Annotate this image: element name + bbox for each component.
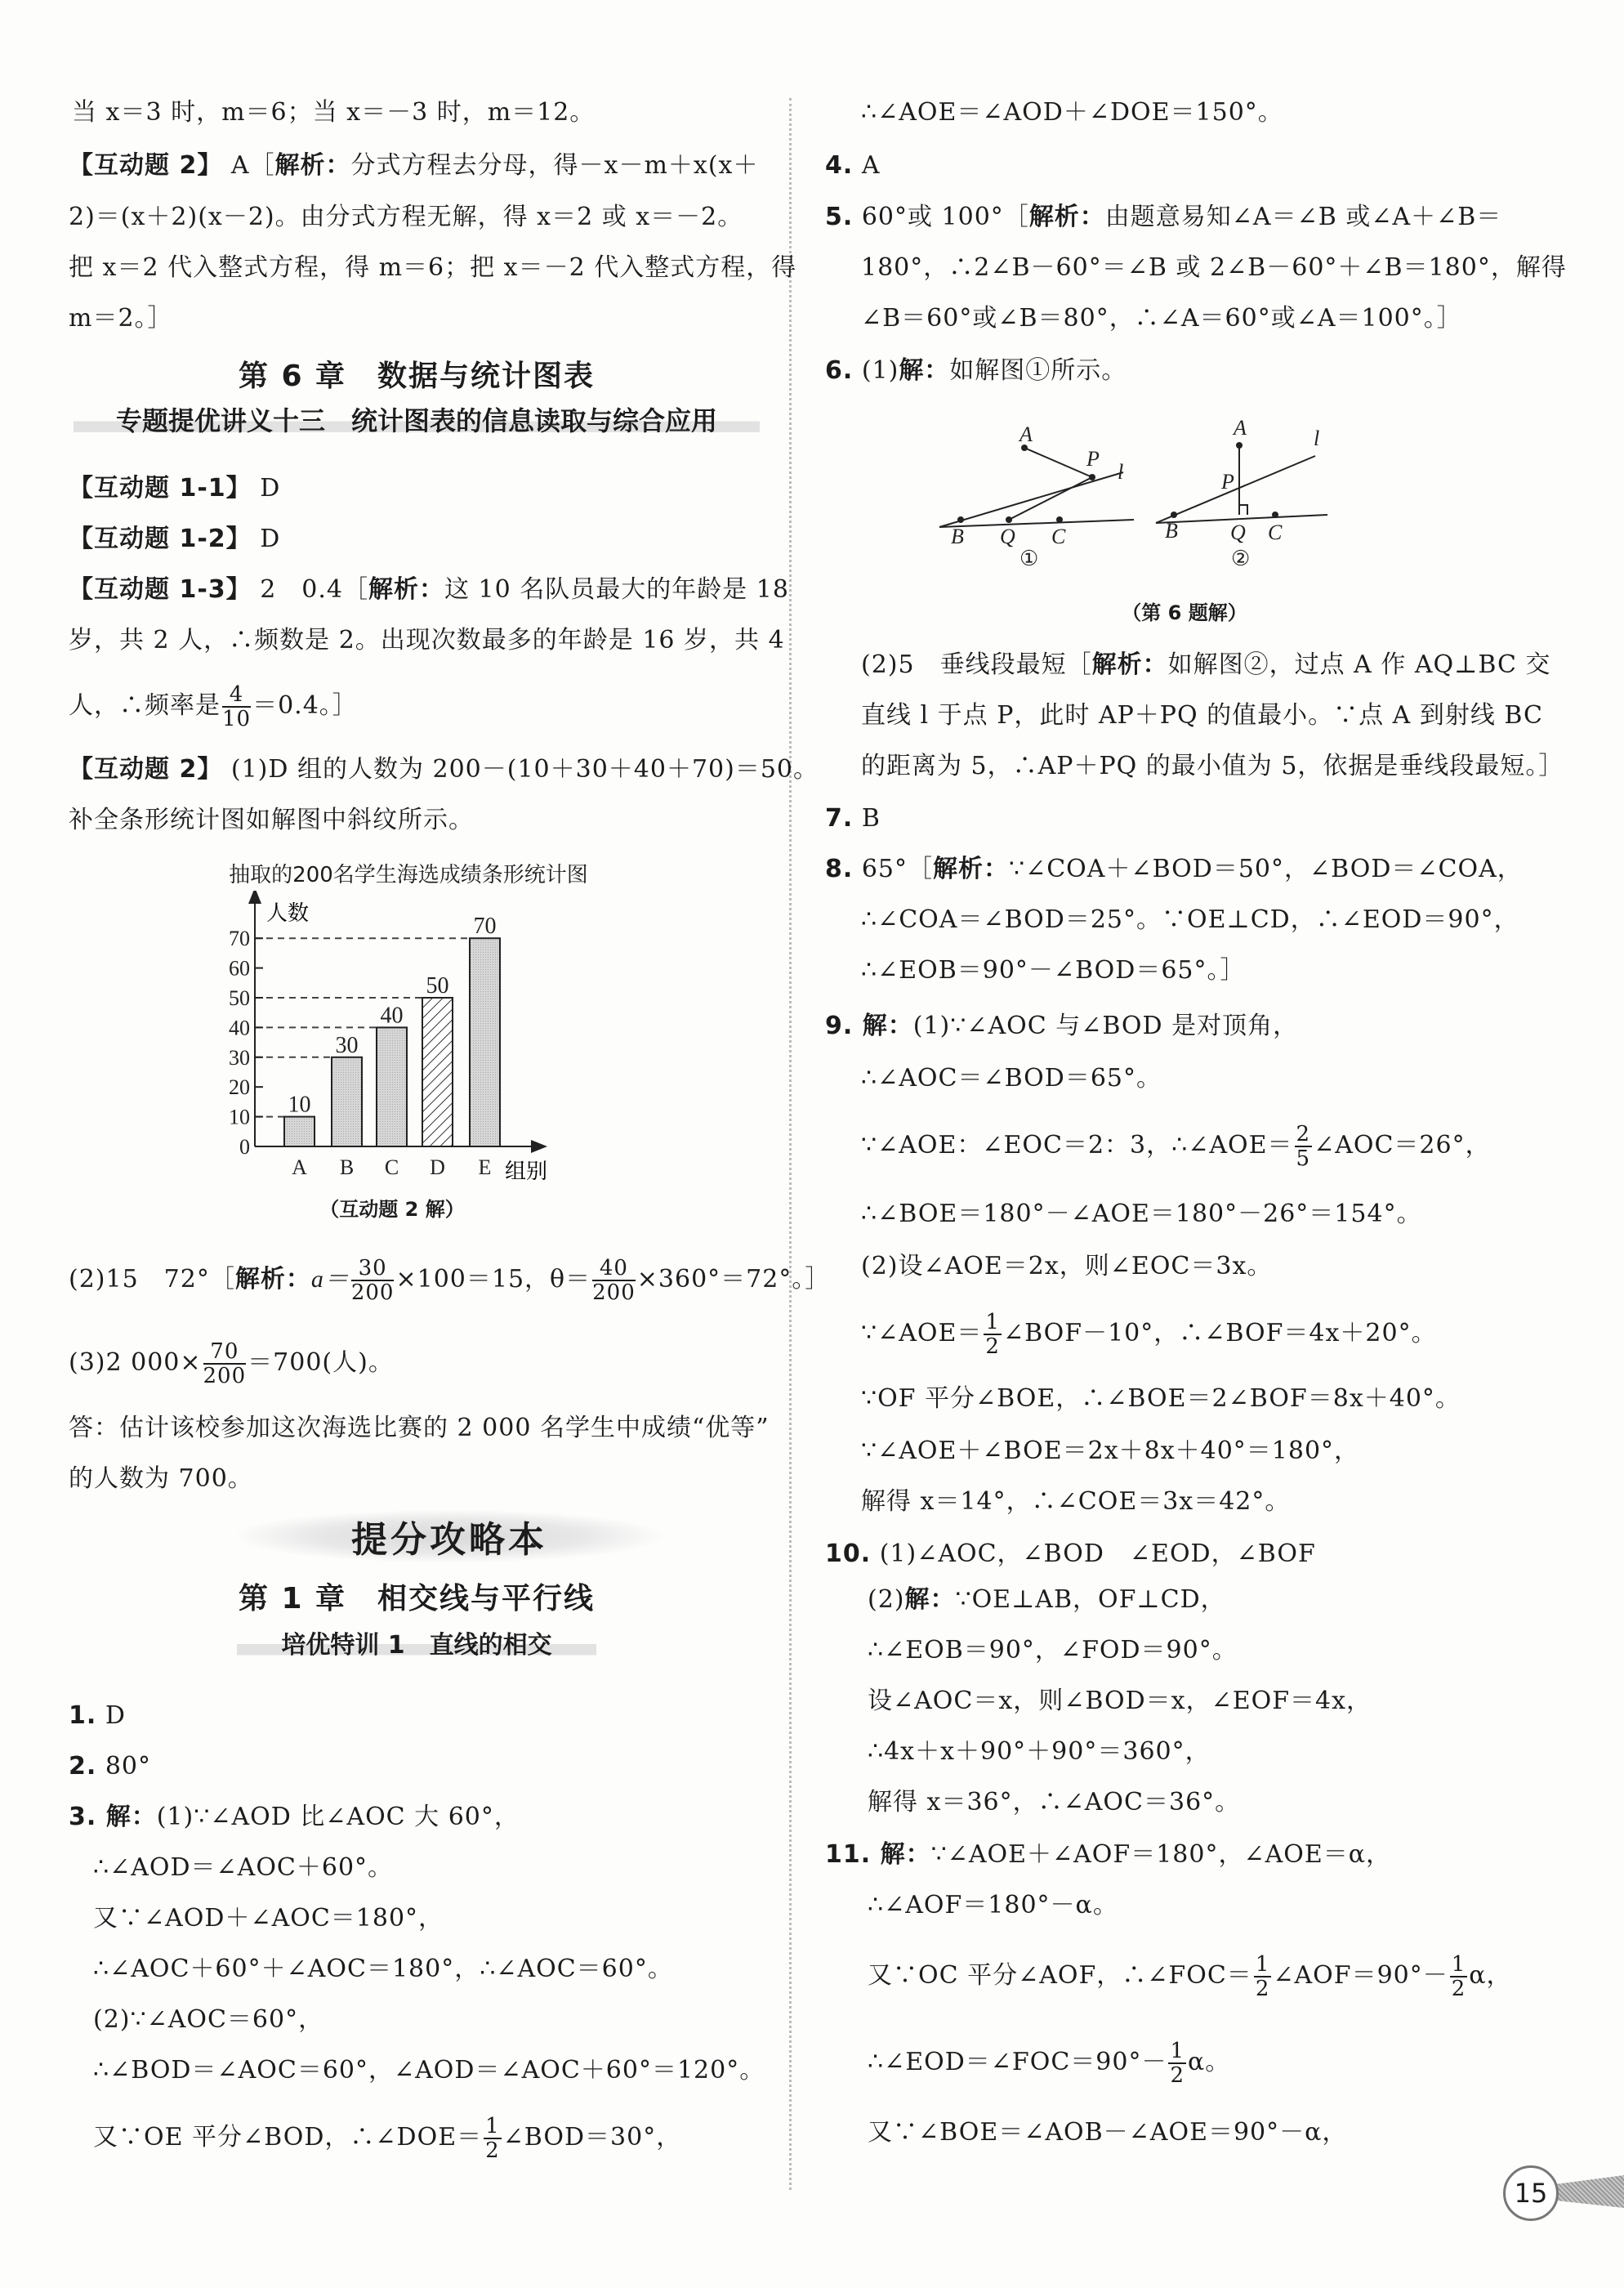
text-line-with-fraction: 又∵OE 平分∠BOD，∴∠DOE＝ $\frac{1}{2}$ ∠BOD＝30°， xyxy=(93,2114,682,2163)
svg-text:60: 60 xyxy=(229,956,250,981)
answer-4: 4. A xyxy=(825,151,881,180)
text-line: ∴∠BOE＝180°－∠AOE＝180°－26°＝154°。 xyxy=(861,1200,1422,1228)
text-line: 补全条形统计图如解图中斜纹所示。 xyxy=(69,806,474,834)
point-Q-label: Q xyxy=(1230,521,1246,544)
point-B-label: B xyxy=(1165,519,1178,543)
figure-label-1: ① xyxy=(1019,547,1039,570)
text-line: m＝2。］ xyxy=(69,304,173,333)
svg-text:A: A xyxy=(292,1155,307,1179)
fraction: $\frac{40}{200}$ xyxy=(592,1256,636,1305)
answer-5: 5. 60°或 100°［解析：由题意易知∠A＝∠B 或∠A＋∠B＝ xyxy=(825,203,1502,231)
fraction: $\frac{2}{5}$ xyxy=(1296,1122,1311,1171)
text-line-with-fraction: 又∵OC 平分∠AOF，∴∠FOC＝ $\frac{1}{2}$ ∠AOF＝90°－ $\frac{1}{2}$ α， xyxy=(868,1952,1512,2001)
answer-8: 8. 65°［解析：∵∠COA＋∠BOD＝50°，∠BOD＝∠COA， xyxy=(825,855,1523,883)
section-title-13: 专题提优讲义十三 统计图表的信息读取与综合应用 xyxy=(74,400,760,438)
text-line: ∴∠AOC＋60°＋∠AOC＝180°，∴∠AOC＝60°。 xyxy=(93,1955,673,1983)
fraction: $\frac{1}{2}$ xyxy=(1170,2039,1185,2088)
point-P-label: P xyxy=(1086,447,1100,471)
training-1-title: 培优特训 1 直线的相交 xyxy=(237,1624,596,1660)
text-line: 2)＝(x＋2)(x－2)。由分式方程无解，得 x＝2 或 x＝－2。 xyxy=(69,203,743,231)
chapter-6-title: 第 6 章 数据与统计图表 xyxy=(238,360,596,393)
text-line: ∴∠COA＝∠BOD＝25°。∵OE⊥CD，∴∠EOD＝90°， xyxy=(861,905,1519,934)
question-2-part-1: 【互动题 2】 (1)D 组的人数为 200－(10＋30＋40＋70)＝50。 xyxy=(69,755,819,784)
svg-text:40: 40 xyxy=(380,1003,404,1029)
question-1-1: 【互动题 1-1】 D xyxy=(69,474,281,503)
bar-C xyxy=(377,1027,407,1146)
point-Q-label: Q xyxy=(1000,525,1015,548)
svg-text:B: B xyxy=(339,1155,355,1179)
text-line: ∴∠EOB＝90°－∠BOD＝65°。］ xyxy=(861,956,1246,985)
text-line: 解得 x＝36°，∴∠AOC＝36°。 xyxy=(868,1788,1241,1817)
chapter-1-title: 第 1 章 相交线与平行线 xyxy=(238,1582,596,1615)
text-line: ∴∠AOC＝∠BOD＝65°。 xyxy=(861,1064,1162,1093)
text-line: ∠B＝60°或∠B＝80°，∴∠A＝60°或∠A＝100°。］ xyxy=(861,304,1462,333)
bar-B xyxy=(332,1057,362,1146)
point-P-label: P xyxy=(1221,470,1234,494)
bar-D xyxy=(422,998,453,1146)
text-line: 当 x＝3 时，m＝6；当 x＝－3 时，m＝12。 xyxy=(72,98,596,127)
fraction: $\frac{1}{2}$ xyxy=(985,1310,1000,1359)
answer-11: 11. 解：∵∠AOE＋∠AOF＝180°，∠AOE＝α， xyxy=(825,1840,1392,1869)
answer-7: 7. B xyxy=(825,804,881,833)
text-line: ∴∠AOD＝∠AOC＋60°。 xyxy=(93,1853,394,1882)
fraction: $\frac{30}{200}$ xyxy=(350,1256,395,1305)
answer-9: 9. 解：(1)∵∠AOC 与∠BOD 是对顶角， xyxy=(825,1012,1299,1040)
text-line: 的人数为 700。 xyxy=(69,1464,253,1493)
text-line: 答：估计该校参加这次海选比赛的 2 000 名学生中成绩“优等” xyxy=(69,1414,770,1442)
question-2-part-2: (2)15 72°［解析：a＝ $\frac{30}{200}$ ×100＝15，θ＝ $\frac{40}{200}$ ×360°＝72°。］ xyxy=(69,1256,831,1305)
text-line: (2)设∠AOE＝2x，则∠EOC＝3x。 xyxy=(861,1252,1273,1280)
svg-text:E: E xyxy=(478,1155,492,1179)
text-line: 直线 l 于点 P，此时 AP＋PQ 的值最小。∵点 A 到射线 BC xyxy=(861,701,1543,730)
line-l-label: l xyxy=(1118,460,1124,484)
chart-caption: （互动题 2 解） xyxy=(319,1198,465,1221)
point-C-label: C xyxy=(1051,525,1066,548)
answer-3: 3. 解：(1)∵∠AOD 比∠AOC 大 60°， xyxy=(69,1803,520,1831)
text-line-with-fraction: 人，∴频率是 $\frac{4}{10}$ ＝0.4。］ xyxy=(69,682,358,731)
point-B-label: B xyxy=(951,525,964,548)
answer-10: 10. (1)∠AOC，∠BOD ∠EOD，∠BOF xyxy=(825,1539,1316,1568)
text-line: ∴∠EOB＝90°，∠FOD＝90°。 xyxy=(868,1636,1238,1665)
point-C-label: C xyxy=(1268,521,1283,544)
svg-text:人数: 人数 xyxy=(266,901,310,925)
question-2-part-3: (3)2 000× $\frac{70}{200}$ ＝700(人)。 xyxy=(69,1339,394,1388)
line-l-label: l xyxy=(1314,427,1320,450)
text-line: 设∠AOC＝x，则∠BOD＝x，∠EOF＝4x， xyxy=(868,1687,1372,1715)
text-line: (2)∵∠AOC＝60°， xyxy=(93,2005,324,2034)
svg-text:30: 30 xyxy=(229,1045,250,1070)
svg-text:D: D xyxy=(430,1155,445,1179)
answer-2: 2. 80° xyxy=(69,1752,151,1781)
book-section-title: 提分攻略本 xyxy=(237,1510,662,1562)
svg-text:C: C xyxy=(384,1155,399,1179)
text-line: ∴∠AOE＝∠AOD＋∠DOE＝150°。 xyxy=(861,98,1283,127)
svg-text:组别: 组别 xyxy=(505,1160,548,1183)
point-A-label: A xyxy=(1234,416,1247,440)
answer-1: 1. D xyxy=(69,1701,126,1730)
text-line: ∵∠AOE＋∠BOE＝2x＋8x＋40°＝180°， xyxy=(861,1437,1360,1465)
answer-10-part-2: (2)解：∵OE⊥AB，OF⊥CD， xyxy=(868,1585,1226,1614)
svg-text:70: 70 xyxy=(473,914,497,940)
answer-6-part-2: (2)5 垂线段最短［解析：如解图②，过点 A 作 AQ⊥BC 交 xyxy=(861,650,1551,679)
answer-6: 6. (1)解：如解图①所示。 xyxy=(825,356,1127,385)
svg-text:50: 50 xyxy=(426,973,449,999)
page-number: 15 xyxy=(1503,2165,1559,2221)
svg-text:50: 50 xyxy=(229,986,250,1010)
text-line: 又∵∠AOD＋∠AOC＝180°， xyxy=(93,1904,444,1933)
text-line: 180°，∴2∠B－60°＝∠B 或 2∠B－60°＋∠B＝180°，解得 xyxy=(861,253,1567,282)
fraction: $\frac{4}{10}$ xyxy=(222,682,252,731)
geometry-figure-6 xyxy=(931,409,1454,572)
chart-title: 抽取的200名学生海选成绩条形统计图 xyxy=(229,863,588,887)
text-line-with-fraction: ∴∠EOD＝∠FOC＝90°－ $\frac{1}{2}$ α。 xyxy=(868,2039,1231,2088)
text-line-with-fraction: ∵∠AOE＝ $\frac{1}{2}$ ∠BOF－10°，∴∠BOF＝4x＋20°。 xyxy=(861,1310,1437,1359)
bar-A xyxy=(284,1117,315,1146)
text-line: ∴4x＋x＋90°＋90°＝360°， xyxy=(868,1737,1211,1766)
text-line: ∴∠AOF＝180°－α。 xyxy=(868,1891,1118,1919)
svg-text:20: 20 xyxy=(229,1075,250,1100)
svg-text:30: 30 xyxy=(335,1032,359,1058)
svg-text:10: 10 xyxy=(229,1105,250,1129)
svg-text:70: 70 xyxy=(229,927,250,951)
text-line: 解得 x＝14°，∴∠COE＝3x＝42°。 xyxy=(861,1487,1291,1516)
text-line: 的距离为 5，∴AP＋PQ 的最小值为 5，依据是垂线段最短。］ xyxy=(861,752,1564,780)
question-2-line-1: 【互动题 2】 A［解析：分式方程去分母，得－x－m＋x(x＋ xyxy=(69,151,759,180)
fraction: $\frac{1}{2}$ xyxy=(485,2114,500,2163)
text-line: 岁，共 2 人，∴频数是 2。出现次数最多的年龄是 16 岁，共 4 xyxy=(69,626,785,655)
bar-chart xyxy=(196,891,588,1218)
column-divider xyxy=(789,98,792,2190)
bar-E xyxy=(470,938,500,1146)
figure-6-caption: （第 6 题解） xyxy=(1122,601,1247,624)
text-line-with-fraction: ∵∠AOE：∠EOC＝2：3，∴∠AOE＝ $\frac{2}{5}$ ∠AOC＝26°， xyxy=(861,1122,1491,1171)
question-1-2: 【互动题 1-2】 D xyxy=(69,525,281,553)
figure-label-2: ② xyxy=(1231,547,1251,570)
analysis-label: 解析： xyxy=(274,151,351,180)
text-line: 把 x＝2 代入整式方程，得 m＝6；把 x＝－2 代入整式方程，得 xyxy=(69,253,797,282)
question-tag: 【互动题 2】 xyxy=(69,151,223,180)
text-line: ∵OF 平分∠BOE，∴∠BOE＝2∠BOF＝8x＋40°。 xyxy=(861,1384,1461,1413)
svg-text:40: 40 xyxy=(229,1016,250,1040)
question-1-3: 【互动题 1-3】 2 0.4［解析：这 10 名队员最大的年龄是 18 xyxy=(69,575,789,604)
point-A-label: A xyxy=(1019,422,1033,446)
svg-text:0: 0 xyxy=(239,1135,250,1159)
page-tab-decoration xyxy=(1549,2175,1624,2208)
fraction: $\frac{1}{2}$ xyxy=(1255,1952,1270,2001)
fraction: $\frac{1}{2}$ xyxy=(1451,1952,1466,2001)
text-line: ∴∠BOD＝∠AOC＝60°，∠AOD＝∠AOC＋60°＝120°。 xyxy=(93,2056,765,2085)
svg-text:10: 10 xyxy=(288,1092,311,1118)
text-line: 又∵∠BOE＝∠AOB－∠AOE＝90°－α， xyxy=(868,2118,1348,2147)
fraction: $\frac{70}{200}$ xyxy=(203,1339,247,1388)
